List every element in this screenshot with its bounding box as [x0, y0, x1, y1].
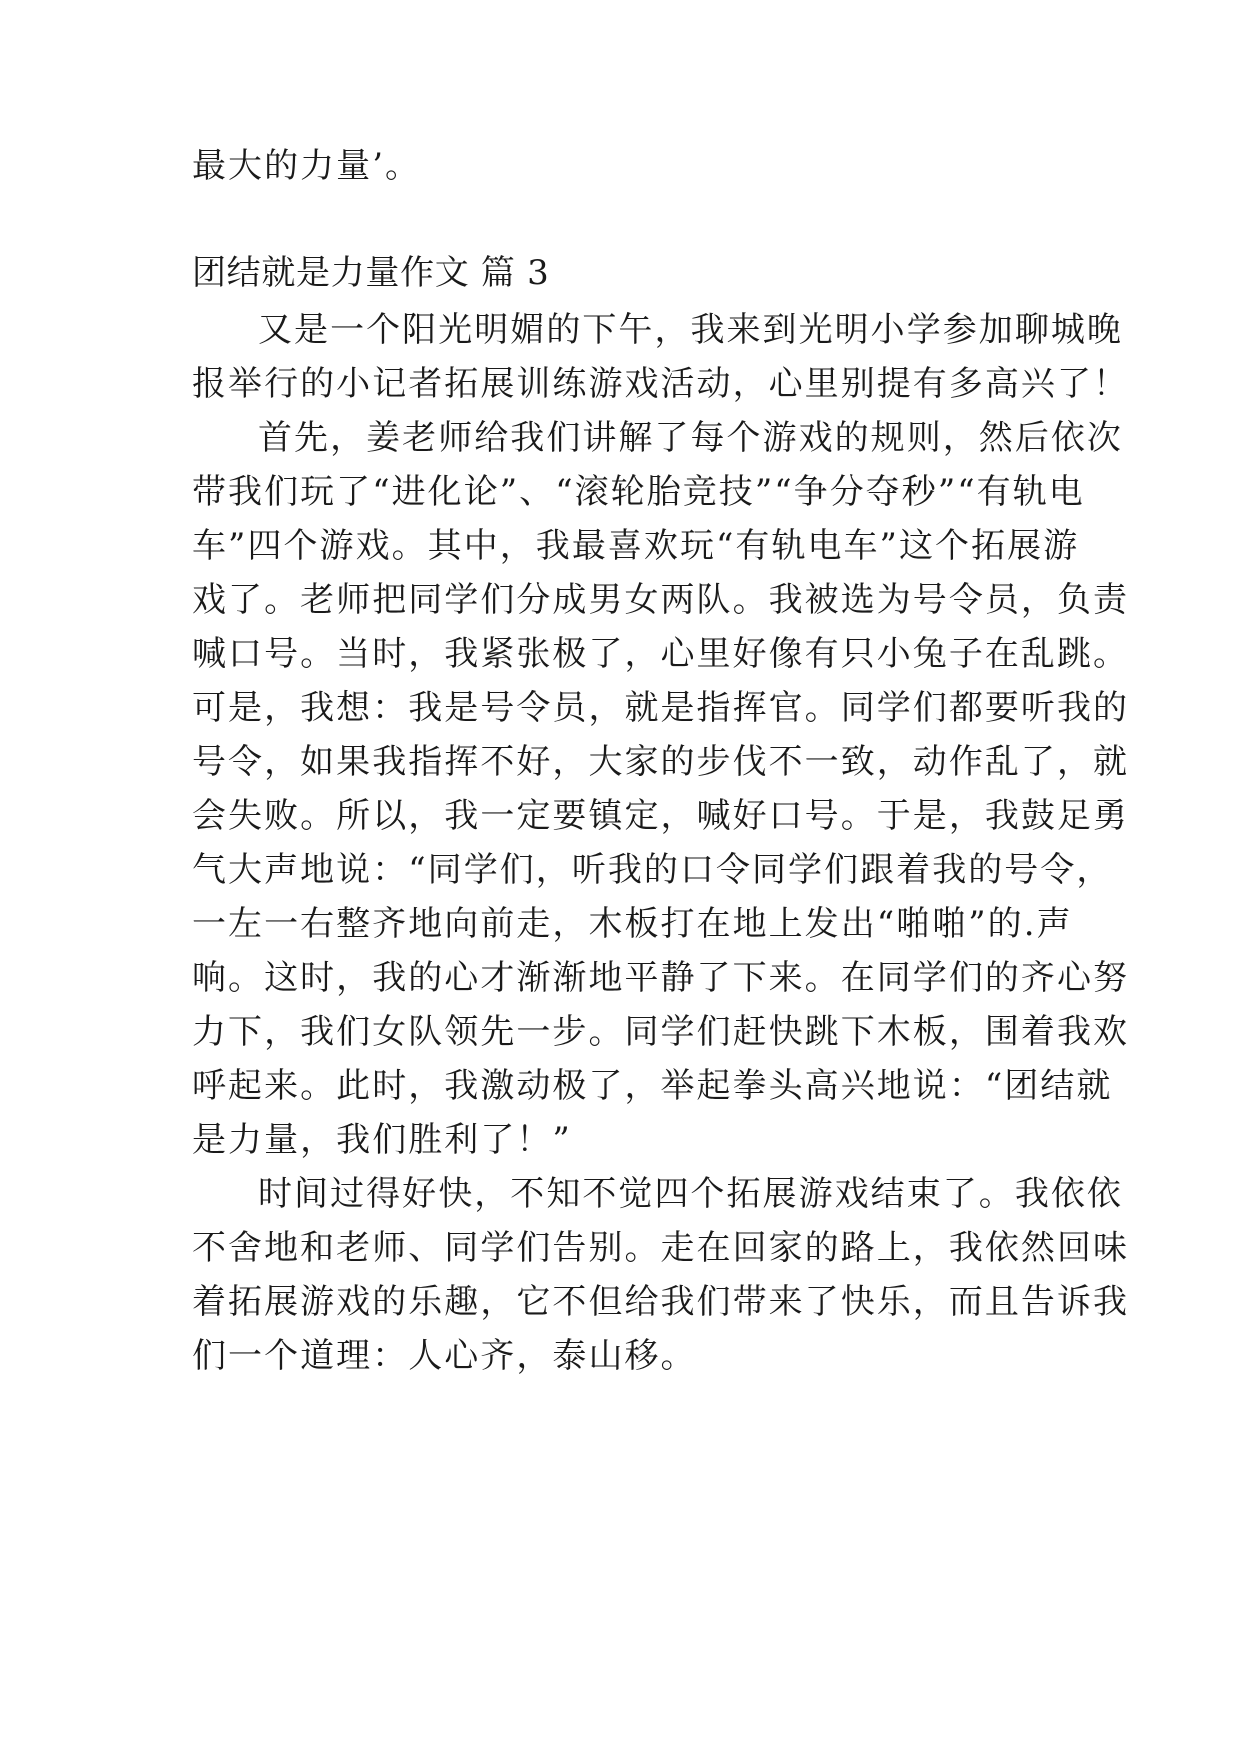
paragraph-first-line: 首先，姜老师给我们讲解了每个游戏的规则，然后依次	[258, 418, 1123, 458]
paragraph-first-line: 又是一个阳光明媚的下午，我来到光明小学参加聊城晚	[258, 310, 1123, 350]
text-line: 喊口号。当时，我紧张极了，心里好像有只小兔子在乱跳。	[192, 634, 1130, 674]
text-line: 戏了。老师把同学们分成男女两队。我被选为号令员，负责	[192, 580, 1130, 620]
paragraph-first-line: 时间过得好快，不知不觉四个拓展游戏结束了。我依依	[258, 1174, 1123, 1214]
text-line: 们一个道理：人心齐，泰山移。	[192, 1336, 697, 1376]
text-line: 气大声地说：“同学们，听我的口令同学们跟着我的号令，	[192, 850, 1113, 890]
text-line: 会失败。所以，我一定要镇定，喊好口号。于是，我鼓足勇	[192, 796, 1130, 836]
section-heading: 团结就是力量作文 篇 3	[192, 253, 550, 293]
text-line: 呼起来。此时，我激动极了，举起拳头高兴地说：“团结就	[192, 1066, 1113, 1106]
text-line: 着拓展游戏的乐趣，它不但给我们带来了快乐，而且告诉我	[192, 1282, 1130, 1322]
text-line: 一左一右整齐地向前走，木板打在地上发出“啪啪”的.声	[192, 904, 1073, 944]
text-line: 不舍地和老师、同学们告别。走在回家的路上，我依然回味	[192, 1228, 1130, 1268]
text-line: 响。这时，我的心才渐渐地平静了下来。在同学们的齐心努	[192, 958, 1130, 998]
text-line: 车”四个游戏。其中，我最喜欢玩“有轨电车”这个拓展游	[192, 526, 1080, 566]
text-line: 是力量，我们胜利了！”	[192, 1120, 572, 1160]
text-line: 报举行的小记者拓展训练游戏活动，心里别提有多高兴了！	[192, 364, 1130, 404]
text-line: 力下，我们女队领先一步。同学们赶快跳下木板，围着我欢	[192, 1012, 1130, 1052]
text-line: 带我们玩了“进化论”、“滚轮胎竞技”“争分夺秒”“有轨电	[192, 472, 1085, 512]
text-line: 号令，如果我指挥不好，大家的步伐不一致，动作乱了，就	[192, 742, 1130, 782]
text-line: 可是，我想：我是号令员，就是指挥官。同学们都要听我的	[192, 688, 1130, 728]
text-line: 最大的力量’。	[192, 146, 422, 186]
